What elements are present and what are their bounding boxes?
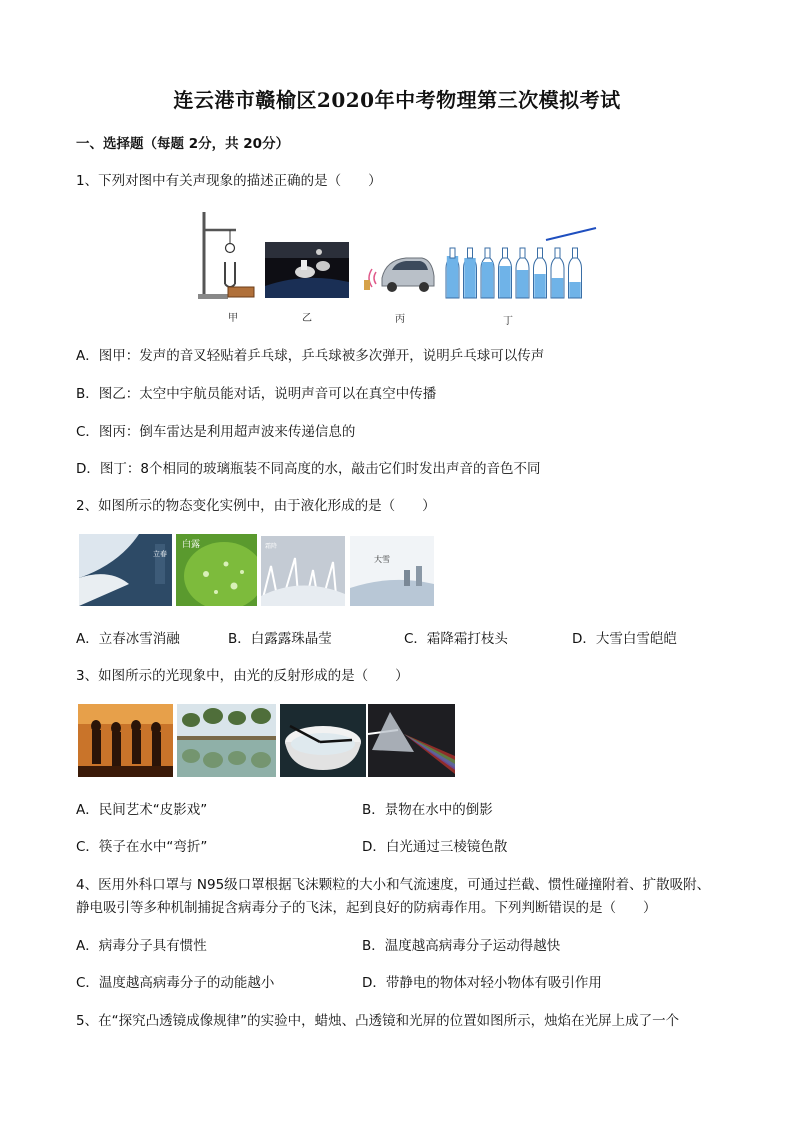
page-title: 连云港市赣榆区2020年中考物理第三次模拟考试	[173, 88, 621, 112]
caption-yi: 乙	[302, 313, 312, 324]
question-2-option-a[interactable]: A．立春冰雪消融	[76, 631, 180, 647]
question-1-option-c[interactable]: C．图丙：倒车雷达是利用超声波来传递信息的	[76, 424, 356, 440]
glass-bottle	[446, 248, 459, 298]
question-4-option-b[interactable]: B．温度越高病毒分子运动得越快	[362, 938, 561, 954]
caption-jia: 甲	[228, 313, 238, 324]
question-3-option-d[interactable]: D．白光通过三棱镜色散	[362, 839, 508, 855]
photo-water-reflection	[177, 704, 276, 777]
shuangjiang-label: 霜降	[265, 543, 278, 550]
bailu-label: 白露	[182, 540, 201, 550]
figure-reverse-radar	[362, 248, 436, 298]
glass-bottle	[551, 248, 564, 298]
question-1-option-b[interactable]: B．图乙：太空中宇航员能对话，说明声音可以在真空中传播	[76, 386, 437, 402]
glass-bottle	[464, 248, 477, 298]
question-3-option-a[interactable]: A．民间艺术“皮影戏”	[76, 802, 208, 818]
question-2-option-d[interactable]: D．大雪白雪皑皑	[572, 631, 677, 647]
figure-tuning-fork	[194, 210, 258, 302]
photo-bent-chopsticks	[280, 704, 366, 777]
photo-daxue-snow	[350, 536, 434, 606]
section-heading: 一、选择题（每题 2分，共 20分）	[76, 136, 290, 152]
daxue-label: 大雪	[374, 555, 390, 564]
glass-bottle	[534, 248, 547, 298]
caption-ding: 丁	[503, 316, 513, 327]
question-4-stem-line-1: 4、医用外科口罩与 N95级口罩根据飞沫颗粒的大小和气流速度，可通过拦截、惯性碰撞附着、扩散吸附、	[76, 877, 711, 893]
question-1-option-a[interactable]: A．图甲：发声的音叉轻贴着乒乓球，乒乓球被多次弹开，说明乒乓球可以传声	[76, 348, 545, 364]
photo-shuangjiang-frost	[261, 536, 345, 606]
photo-prism-dispersion	[368, 704, 455, 777]
glass-bottle	[499, 248, 512, 298]
question-1-stem: 1、下列对图中有关声现象的描述正确的是（ ）	[76, 173, 382, 189]
question-3-option-b[interactable]: B．景物在水中的倒影	[362, 802, 493, 818]
question-1-option-d[interactable]: D．图丁：8个相同的玻璃瓶装不同高度的水，敲击它们时发出声音的音色不同	[76, 461, 541, 477]
question-5-stem: 5、在“探究凸透镜成像规律”的实验中，蜡烛、凸透镜和光屏的位置如图所示，烛焰在光屏上成了一个	[76, 1013, 680, 1029]
question-3-option-c[interactable]: C．筷子在水中“弯折”	[76, 839, 208, 855]
question-4-option-d[interactable]: D．带静电的物体对轻小物体有吸引作用	[362, 975, 602, 991]
photo-lichun-melting-ice	[79, 534, 172, 606]
caption-bing: 丙	[395, 314, 405, 325]
glass-bottle	[481, 248, 494, 298]
figure-glass-bottles	[440, 226, 600, 302]
question-2-stem: 2、如图所示的物态变化实例中，由于液化形成的是（ ）	[76, 498, 436, 514]
photo-bailu-dew	[176, 534, 257, 606]
question-4-option-a[interactable]: A．病毒分子具有惯性	[76, 938, 207, 954]
photo-shadow-puppets	[78, 704, 173, 777]
lichun-label: 立春	[153, 550, 167, 558]
question-3-stem: 3、如图所示的光现象中，由光的反射形成的是（ ）	[76, 668, 409, 684]
figure-astronauts	[265, 242, 349, 298]
question-2-option-c[interactable]: C．霜降霜打枝头	[404, 631, 508, 647]
glass-bottle	[569, 248, 582, 298]
question-4-stem-line-2: 静电吸引等多种机制捕捉含病毒分子的飞沫，起到良好的防病毒作用。下列判断错误的是（ ）	[76, 900, 657, 916]
question-4-option-c[interactable]: C．温度越高病毒分子的动能越小	[76, 975, 275, 991]
bottle-group	[446, 248, 582, 298]
glass-bottle	[516, 248, 529, 298]
question-2-option-b[interactable]: B．白露露珠晶莹	[228, 631, 332, 647]
